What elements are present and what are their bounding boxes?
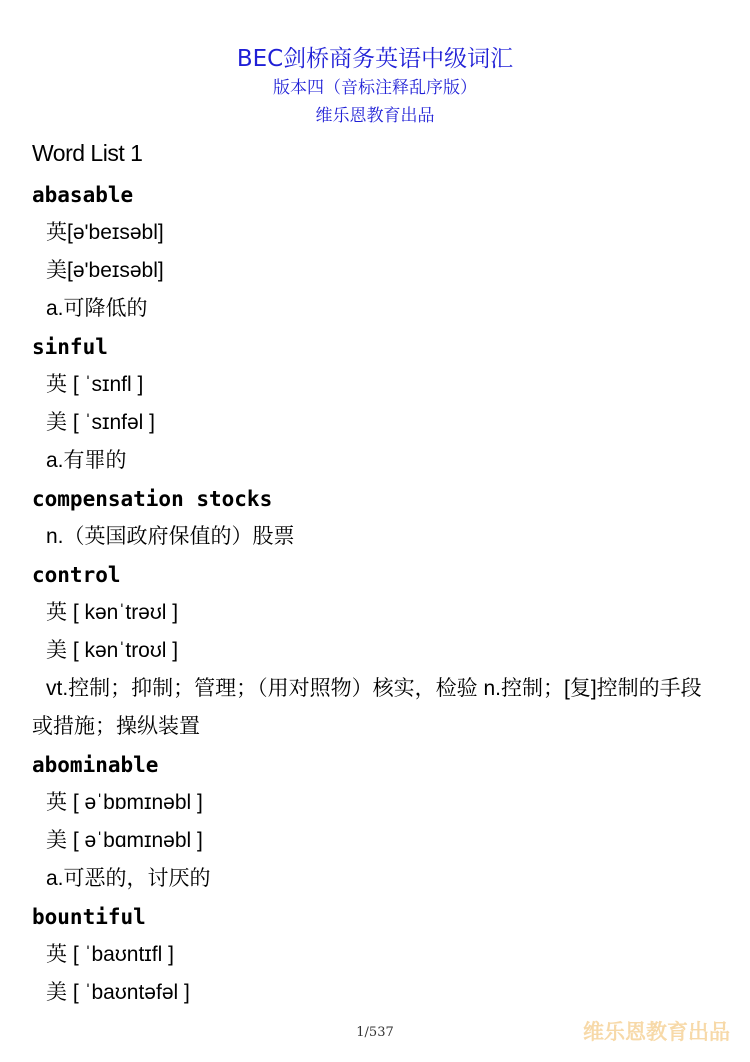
uk-pronunciation: 英 [ ˈsɪnfl ]: [46, 373, 144, 396]
watermark-logo: 维乐恩教育出品: [583, 1020, 730, 1044]
document-title: BEC剑桥商务英语中级词汇: [236, 46, 514, 72]
vocab-entry: [32, 328, 722, 480]
us-pronunciation: 美[ə'beɪsəbl]: [46, 259, 164, 282]
uk-pronunciation: 英 [ ˈbaʊntɪfl ]: [46, 943, 174, 966]
uk-pronunciation: 英 [ əˈbɒmɪnəbl ]: [46, 791, 203, 814]
entry-word: sinful: [32, 335, 108, 359]
vocab-entry: [32, 746, 722, 898]
uk-pronunciation: 英[ə'beɪsəbl]: [46, 221, 164, 244]
us-pronunciation: 美 [ ˈbaʊntəfəl ]: [46, 981, 190, 1004]
us-pronunciation: 美 [ ˈsɪnfəl ]: [46, 411, 155, 434]
us-pronunciation: 美 [ kənˈtroʊl ]: [46, 639, 179, 662]
entry-definition: a.可降低的: [46, 297, 148, 320]
vocab-entry: [32, 480, 722, 556]
entry-word: abasable: [32, 183, 134, 207]
page-number: 1/537: [356, 1025, 394, 1040]
document-header: [0, 44, 750, 130]
vocabulary-list: [32, 176, 722, 1012]
entry-definition: a.可恶的，讨厌的: [46, 867, 211, 890]
vocab-entry: [32, 176, 722, 328]
us-pronunciation: 美 [ əˈbɑmɪnəbl ]: [46, 829, 203, 852]
vocab-entry: [32, 556, 722, 746]
word-list-heading: Word List 1: [32, 140, 143, 166]
entry-word: control: [32, 563, 121, 587]
entry-definition: vt.控制；抑制；管理；（用对照物）核实，检验 n.控制；[复]控制的手段或措施；操纵装置: [32, 677, 702, 738]
vocab-entry: [32, 898, 722, 1012]
entry-word: bountiful: [32, 905, 146, 929]
publisher-line: 维乐恩教育出品: [315, 106, 435, 126]
document-subtitle: 版本四（音标注释乱序版）: [273, 78, 477, 98]
uk-pronunciation: 英 [ kənˈtrəʊl ]: [46, 601, 179, 624]
entry-word: abominable: [32, 753, 159, 777]
entry-definition: a.有罪的: [46, 449, 127, 472]
entry-word: compensation stocks: [32, 487, 273, 511]
entry-definition: n.（英国政府保值的）股票: [46, 525, 295, 548]
